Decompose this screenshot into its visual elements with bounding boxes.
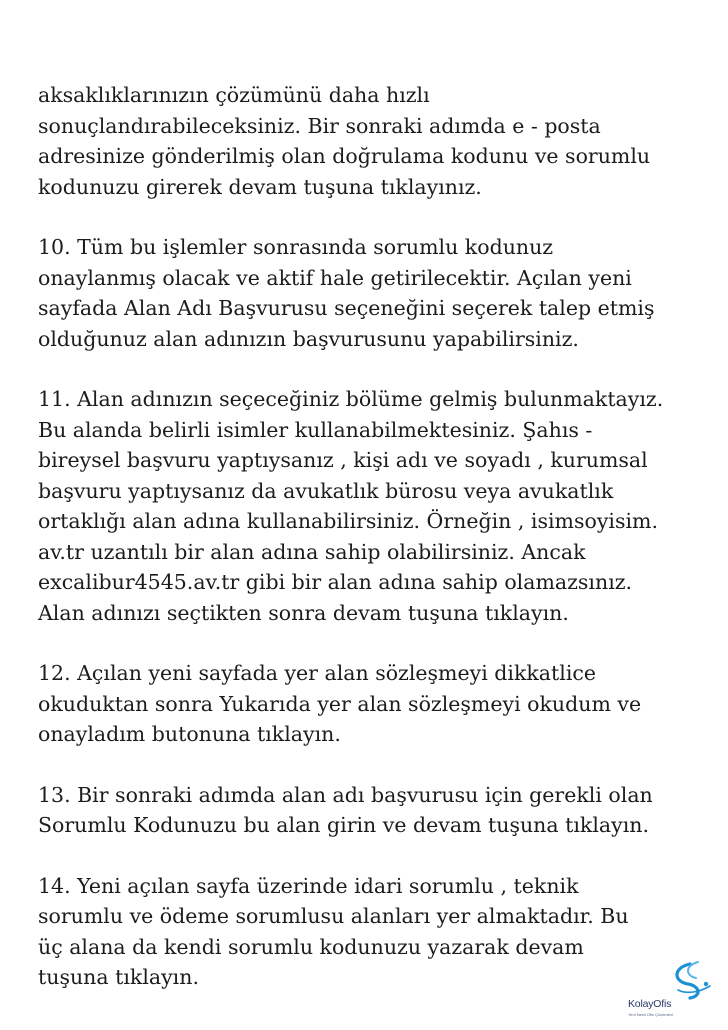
text-line: ortaklığı alan adına kullanabilirsiniz. Örneğin , isimsoyisim. [38, 509, 659, 533]
text-line: onayladım butonuna tıklayın. [38, 722, 341, 746]
text-line: adresinize gönderilmiş olan doğrulama kodunu ve sorumlu [38, 144, 651, 168]
text-line: üç alana da kendi sorumlu kodunuzu yazarak devam [38, 934, 584, 959]
text-line: bireysel başvuru yaptıysanız , kişi adı ve soyadı , kurumsal [38, 448, 648, 472]
swirl-icon [628, 960, 724, 1000]
text-line: okuduktan sonra Yukarıda yer alan sözleşmeyi okudum ve [38, 691, 642, 716]
text-line: 10. Tüm bu işlemler sonrasında sorumlu kodunuz [38, 235, 554, 259]
text-line: sonuçlandırabileceksiniz. Bir sonraki adımda e - posta [38, 113, 601, 138]
text-line: av.tr uzantılı bir alan adına sahip olabilirsiniz. Ancak [38, 539, 586, 564]
text-line: 13. Bir sonraki adımda alan adı başvurusu için gerekli olan [38, 782, 653, 807]
text-line: aksaklıklarınızın çözümünü daha hızlı [38, 83, 430, 107]
text-line: Alan adınızı seçtikten sonra devam tuşuna tıklayın. [38, 600, 569, 625]
document-body [38, 80, 722, 1023]
kolayofis-logo [628, 960, 724, 1026]
text-line: kodunuzu girerek devam tuşuna tıklayınız. [38, 174, 482, 199]
paragraph-step-13 [38, 780, 722, 841]
text-line: sayfada Alan Adı Başvurusu seçeneğini seçerek talep etmiş [38, 296, 655, 320]
logo-tagline: Yeni Nesil Ofis Çözümleri [628, 1012, 673, 1017]
text-line: 14. Yeni açılan sayfa üzerinde idari sorumlu , teknik [38, 873, 579, 898]
text-line: excalibur4545.av.tr gibi bir alan adına sahip olamazsınız. [38, 570, 633, 594]
text-line: Bu alanda belirli isimler kullanabilmektesiniz. Şahıs - [38, 417, 593, 442]
text-line: sorumlu ve ödeme sorumlusu alanları yer almaktadır. Bu [38, 904, 629, 928]
logo-wordmark: KolayOfis [628, 998, 672, 1010]
paragraph-step-14 [38, 871, 722, 993]
text-line: başvuru yaptıysanız da avukatlık bürosu veya avukatlık [38, 478, 614, 503]
text-line: onaylanmış olacak ve aktif hale getirilecektir. Açılan yeni [38, 265, 632, 290]
text-line: olduğunuz alan adınızın başvurusunu yapabilirsiniz. [38, 326, 579, 351]
paragraph-step-12 [38, 658, 722, 750]
paragraph-step-11 [38, 384, 722, 628]
text-line: 11. Alan adınızın seçeceğiniz bölüme gelmiş bulunmaktayız. [38, 387, 664, 411]
paragraph-intro [38, 80, 722, 202]
text-line: 12. Açılan yeni sayfada yer alan sözleşmeyi dikkatlice [38, 661, 596, 685]
paragraph-step-10 [38, 232, 722, 354]
text-line: tuşuna tıklayın. [38, 965, 199, 989]
text-line: Sorumlu Kodunuzu bu alan girin ve devam tuşuna tıklayın. [38, 813, 649, 837]
